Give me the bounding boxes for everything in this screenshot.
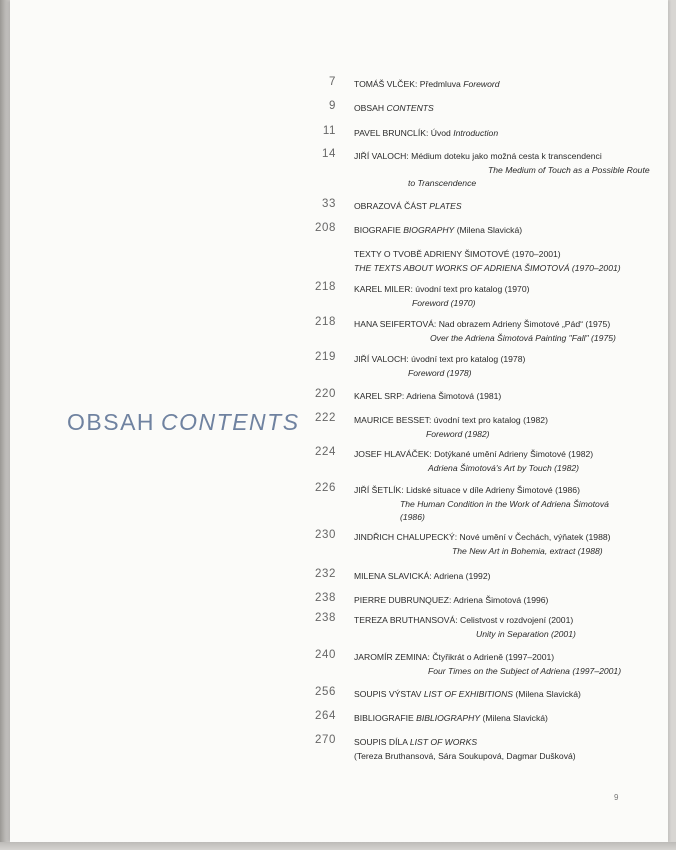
toc-entry-text — [354, 127, 664, 141]
toc-entry-text — [354, 200, 664, 214]
toc-entry-title — [354, 283, 664, 297]
toc-entry-text — [354, 150, 664, 191]
toc-author: SOUPIS VÝSTAV — [354, 689, 422, 699]
toc-page-number: 208 — [315, 222, 336, 234]
toc-page-number: 11 — [322, 125, 336, 137]
toc-title-czech: Médium doteku jako možná cesta k transcendenci — [411, 151, 602, 161]
toc-author: TEXTY O TVOBĚ ADRIENY ŠIMOTOVÉ (1970–2001) — [354, 249, 561, 259]
toc-entry-text — [354, 224, 664, 238]
toc-title-czech: úvodní text pro katalog (1982) — [433, 415, 548, 425]
toc-page-number: 230 — [315, 529, 336, 541]
contents-heading — [67, 409, 300, 436]
toc-author: MAURICE BESSET: — [354, 415, 432, 425]
toc-title-english: Foreword — [463, 79, 500, 89]
toc-entry-title — [354, 200, 664, 214]
toc-title-czech: Nad obrazem Adrieny Šimotové „Pád“ (1975) — [438, 319, 611, 329]
toc-page-number: 218 — [315, 316, 336, 328]
toc-entry-text — [354, 248, 664, 275]
toc-title-english-cont: (1986) — [400, 512, 425, 522]
toc-entry-title — [354, 353, 664, 367]
toc-entry-title — [354, 614, 664, 628]
toc-page-number: 219 — [315, 351, 336, 363]
toc-entry-text — [354, 318, 664, 345]
toc-author: BIBLIOGRAFIE — [354, 713, 414, 723]
toc-entry-title — [354, 248, 664, 262]
toc-page-number: 14 — [322, 148, 336, 160]
toc-entry-text — [354, 283, 664, 310]
toc-entry-text — [354, 531, 664, 558]
toc-title-czech: úvodní text pro katalog (1978) — [411, 354, 526, 364]
toc-page-number: 218 — [315, 281, 336, 293]
toc-author: BIOGRAFIE — [354, 225, 401, 235]
toc-title-czech: Lidské situace v díle Adrieny Šimotové (1986) — [406, 485, 580, 495]
toc-page-number: 256 — [315, 686, 336, 698]
toc-author: SOUPIS DÍLA — [354, 737, 408, 747]
toc-entry-title — [354, 712, 664, 726]
toc-entry-title — [354, 594, 664, 608]
toc-title-czech: úvodní text pro katalog (1970) — [415, 284, 530, 294]
toc-title-english: Unity in Separation (2001) — [476, 628, 576, 639]
toc-page-number: 9 — [329, 100, 336, 112]
toc-author: JAROMÍR ZEMINA: — [354, 652, 430, 662]
toc-page-number: 264 — [315, 710, 336, 722]
toc-title-english: BIBLIOGRAPHY — [416, 713, 481, 723]
toc-entry-text — [354, 353, 664, 380]
toc-title-czech: Adriena (1992) — [433, 571, 491, 581]
toc-author: PIERRE DUBRUNQUEZ: — [354, 595, 452, 605]
toc-page-number: 220 — [315, 388, 336, 400]
heading-english: CONTENTS — [161, 409, 300, 435]
toc-entry-title — [354, 688, 664, 702]
toc-page-number: 232 — [315, 568, 336, 580]
toc-author: HANA SEIFERTOVÁ: — [354, 319, 437, 329]
toc-title-english: CONTENTS — [386, 103, 434, 113]
toc-credit: (Tereza Bruthansová, Sára Soukupová, Dagmar Dušková) — [354, 750, 576, 761]
toc-title-czech: Adriena Šimotová (1981) — [406, 391, 502, 401]
toc-entry-text — [354, 736, 664, 763]
toc-author: OBRAZOVÁ ČÁST — [354, 201, 427, 211]
toc-entry-title — [354, 448, 664, 462]
toc-author: TEREZA BRUTHANSOVÁ: — [354, 615, 458, 625]
toc-author: OBSAH — [354, 103, 385, 113]
toc-title-czech: Adriena Šimotová (1996) — [453, 595, 549, 605]
toc-title-english: The Medium of Touch as a Possible Route — [488, 164, 650, 175]
toc-author: JINDŘICH CHALUPECKÝ: — [354, 532, 458, 542]
toc-author: KAREL MILER: — [354, 284, 413, 294]
toc-entry-title — [354, 224, 664, 238]
toc-entry-text — [354, 688, 664, 702]
toc-title-english: The New Art in Bohemia, extract (1988) — [452, 545, 603, 556]
toc-title-czech: Úvod — [430, 128, 451, 138]
toc-title-english: Four Times on the Subject of Adriena (1997–2001) — [428, 665, 622, 676]
toc-page-number: 226 — [315, 482, 336, 494]
toc-title-czech: Dotýkané umění Adrieny Šimotové (1982) — [434, 449, 594, 459]
toc-credit: (Milena Slavická) — [482, 713, 548, 723]
toc-title-czech: Předmluva — [419, 79, 461, 89]
heading-czech: OBSAH — [67, 409, 156, 435]
toc-entry-title — [354, 150, 664, 164]
toc-title-czech: Celistvost v rozdvojení (2001) — [460, 615, 574, 625]
toc-title-english: LIST OF EXHIBITIONS — [423, 689, 514, 699]
toc-author: MILENA SLAVICKÁ: — [354, 571, 432, 581]
toc-entry-title — [354, 78, 664, 92]
toc-title-english: Foreword (1982) — [426, 428, 490, 439]
toc-entry-title — [354, 484, 664, 498]
toc-author: KAREL SRP: — [354, 391, 405, 401]
toc-entry-text — [354, 390, 664, 404]
page-number: 9 — [614, 793, 619, 802]
toc-page-number: 222 — [315, 412, 336, 424]
toc-title-english: Adriena Šimotová's Art by Touch (1982) — [428, 462, 579, 473]
toc-author: JIŘÍ ŠETLÍK: — [354, 485, 404, 495]
toc-title-english: BIOGRAPHY — [403, 225, 455, 235]
toc-title-czech: Nové umění v Čechách, výňatek (1988) — [459, 532, 611, 542]
toc-title-english-cont: to Transcendence — [408, 178, 477, 188]
toc-entry-text — [354, 78, 664, 92]
toc-page-number: 7 — [329, 76, 336, 88]
toc-title-czech: Čtyřikrát o Adrieně (1997–2001) — [432, 652, 555, 662]
toc-entry-text — [354, 448, 664, 475]
toc-author: JIŘÍ VALOCH: — [354, 151, 409, 161]
toc-author: TOMÁŠ VLČEK: — [354, 79, 418, 89]
toc-title-english: Foreword (1978) — [408, 367, 472, 378]
toc-page-number: 238 — [315, 612, 336, 624]
toc-entry-title — [354, 318, 664, 332]
toc-entry-title — [354, 102, 664, 116]
toc-title-english: Introduction — [453, 128, 499, 138]
toc-entry-text — [354, 484, 664, 525]
toc-entry-title — [354, 127, 664, 141]
toc-page-number: 270 — [315, 734, 336, 746]
toc-page-number: 240 — [315, 649, 336, 661]
toc-entry-title — [354, 531, 664, 545]
toc-page-number: 224 — [315, 446, 336, 458]
toc-entry-text — [354, 614, 664, 641]
toc-entry-title — [354, 651, 664, 665]
toc-entry-text — [354, 102, 664, 116]
toc-title-english: THE TEXTS ABOUT WORKS OF ADRIENA ŠIMOTOVÁ (1970–2001) — [354, 262, 621, 273]
toc-credit: (Milena Slavická) — [515, 689, 581, 699]
toc-author: JIŘÍ VALOCH: — [354, 354, 409, 364]
toc-entry-text — [354, 570, 664, 584]
toc-credit: (Milena Slavická) — [456, 225, 523, 235]
toc-author: JOSEF HLAVÁČEK: — [354, 449, 432, 459]
page-bottom-edge — [0, 842, 676, 850]
toc-entry-text — [354, 414, 664, 441]
toc-page-number: 33 — [322, 198, 336, 210]
toc-title-english: PLATES — [429, 201, 462, 211]
toc-title-english: LIST OF WORKS — [409, 737, 478, 747]
toc-title-english: Over the Adriena Šimotová Painting "Fall" (1975) — [430, 332, 616, 343]
toc-title-english: Foreword (1970) — [412, 297, 476, 308]
toc-page-number: 238 — [315, 592, 336, 604]
toc-entry-title — [354, 736, 664, 750]
toc-entry-text — [354, 594, 664, 608]
toc-entry-title — [354, 570, 664, 584]
toc-entry-text — [354, 651, 664, 678]
toc-author: PAVEL BRUNCLÍK: — [354, 128, 429, 138]
toc-title-english: The Human Condition in the Work of Adriena Šimotová — [400, 498, 609, 509]
toc-entry-text — [354, 712, 664, 726]
toc-entry-title — [354, 390, 664, 404]
toc-entry-title — [354, 414, 664, 428]
